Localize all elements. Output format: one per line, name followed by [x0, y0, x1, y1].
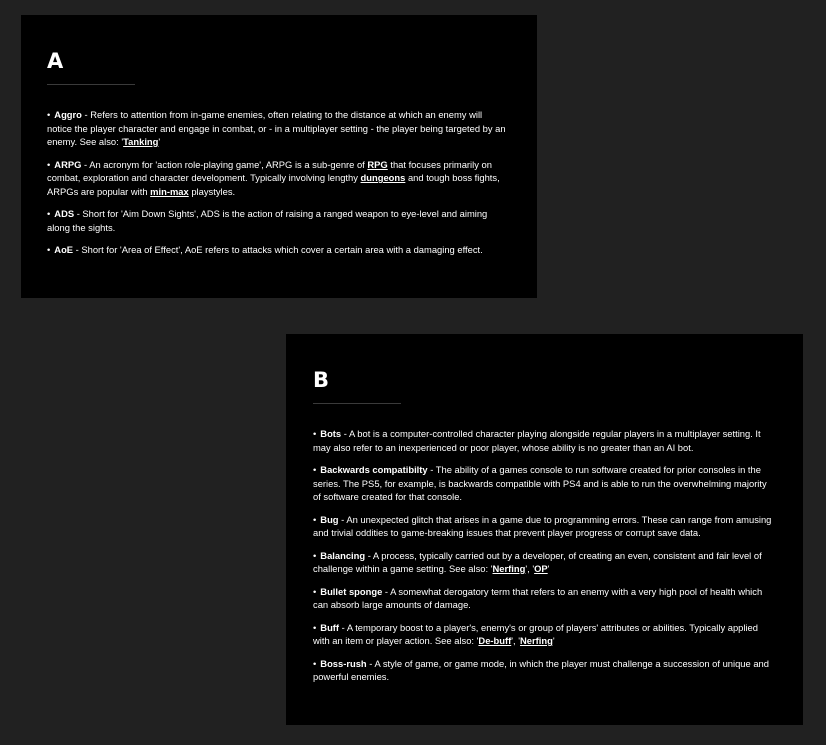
- glossary-term: Bots: [320, 428, 342, 439]
- section-heading: A: [47, 49, 64, 73]
- glossary-term: Buff: [320, 621, 340, 633]
- glossary-term: Boss-rush: [320, 657, 367, 669]
- glossary-entry: [313, 585, 777, 612]
- bullet-icon: •: [313, 513, 317, 525]
- bullet-icon: •: [313, 657, 317, 669]
- bullet-icon: •: [313, 464, 317, 475]
- bullet-icon: •: [313, 549, 317, 561]
- bullet-icon: •: [47, 109, 51, 120]
- glossary-definition-text: - A process, typically carried out by a developer, of creating an even, consistent and fair level of challenge within a game setting. See also: ': [313, 549, 762, 574]
- glossary-definition-text: - An unexpected glitch that arises in a game due to programming errors. These can range from amusing and trivial oddities to game-breaking issues that prevent player progress or corrupt save data.: [313, 513, 772, 538]
- glossary-term: Bullet sponge: [320, 585, 383, 597]
- glossary-definition-text: ': [158, 136, 161, 147]
- glossary-cross-reference-link[interactable]: De-buff: [478, 635, 512, 646]
- glossary-definition-text: - An acronym for 'action role-playing game', ARPG is a sub-genre of: [81, 158, 368, 170]
- glossary-definition-text: ', ': [525, 563, 535, 574]
- glossary-cross-reference-link[interactable]: OP: [534, 563, 548, 574]
- glossary-section-b: [286, 334, 803, 725]
- bullet-icon: •: [313, 585, 317, 597]
- glossary-definition-text: - A bot is a computer-controlled character playing alongside regular players in a multiplayer setting. It may also refer to an inexperienced or poor player, whose ability is no greater than an AI bot.: [313, 428, 761, 453]
- glossary-definition-text: ', ': [511, 635, 521, 646]
- glossary-cross-reference-link[interactable]: dungeons: [360, 172, 406, 183]
- glossary-cross-reference-link[interactable]: Nerfing: [520, 635, 553, 646]
- glossary-entry: [47, 158, 511, 199]
- glossary-term: ARPG: [54, 158, 82, 170]
- glossary-definition-text: playstyles.: [188, 185, 236, 197]
- glossary-entry: [313, 621, 777, 648]
- glossary-definition-text: - A temporary boost to a player's, enemy's or group of players' attributes or abilities. Typically applied with an item or player action. See also: ': [313, 621, 758, 646]
- heading-divider: [47, 84, 135, 85]
- glossary-entry: [313, 427, 777, 454]
- glossary-entry: [47, 108, 511, 149]
- glossary-list: [47, 108, 511, 257]
- glossary-entry: [47, 207, 511, 234]
- glossary-definition-text: - Short for 'Area of Effect', AoE refers to attacks which cover a certain area with a damaging effect.: [73, 244, 483, 255]
- section-heading: B: [313, 368, 330, 392]
- glossary-definition-text: ': [547, 563, 550, 574]
- heading-divider: [313, 403, 401, 404]
- glossary-term: Aggro: [54, 109, 82, 120]
- glossary-definition-text: - A somewhat derogatory term that refers to an enemy with a very high pool of health which can absorb large amounts of damage.: [313, 585, 763, 610]
- bullet-icon: •: [47, 208, 51, 219]
- glossary-definition-text: that focuses primarily on combat, exploration and character development. Typically involving lengthy: [47, 158, 492, 183]
- glossary-definition-text: - A style of game, or game mode, in which the player must challenge a succession of unique and powerful enemies.: [313, 657, 769, 682]
- bullet-icon: •: [313, 428, 317, 439]
- glossary-cross-reference-link[interactable]: RPG: [367, 158, 388, 170]
- glossary-section-a: [21, 15, 537, 298]
- glossary-definition-text: - Refers to attention from in-game enemies, often relating to the distance at which an enemy will notice the player character and engage in combat, or - in a multiplayer setting - the player being targeted by an enemy. See also: ': [47, 109, 506, 147]
- glossary-term: Bug: [320, 513, 339, 525]
- glossary-cross-reference-link[interactable]: min-max: [150, 185, 189, 197]
- glossary-definition-text: and tough boss fights, ARPGs are popular with: [47, 172, 500, 197]
- glossary-entry: [313, 513, 777, 540]
- glossary-term: AoE: [54, 244, 74, 255]
- glossary-definition-text: - Short for 'Aim Down Sights', ADS is the action of raising a ranged weapon to eye-level and aiming along the sights.: [47, 208, 488, 233]
- glossary-term: Backwards compatibilty: [320, 464, 428, 475]
- glossary-entry: [313, 657, 777, 684]
- glossary-definition-text: - The ability of a games console to run software created for prior consoles in the series. The PS5, for example, is backwards compatible with PS4 and is able to run the overwhelming majority of software created for that console.: [313, 464, 767, 502]
- glossary-term: Balancing: [320, 549, 366, 561]
- glossary-list: [313, 427, 777, 684]
- glossary-cross-reference-link[interactable]: Nerfing: [492, 563, 526, 574]
- bullet-icon: •: [313, 621, 317, 633]
- glossary-term: ADS: [54, 208, 75, 219]
- glossary-entry: [313, 549, 777, 576]
- bullet-icon: •: [47, 158, 51, 170]
- bullet-icon: •: [47, 244, 51, 255]
- glossary-cross-reference-link[interactable]: Tanking: [123, 136, 159, 147]
- glossary-entry: [313, 463, 777, 504]
- glossary-definition-text: ': [552, 635, 555, 646]
- glossary-entry: [47, 243, 511, 257]
